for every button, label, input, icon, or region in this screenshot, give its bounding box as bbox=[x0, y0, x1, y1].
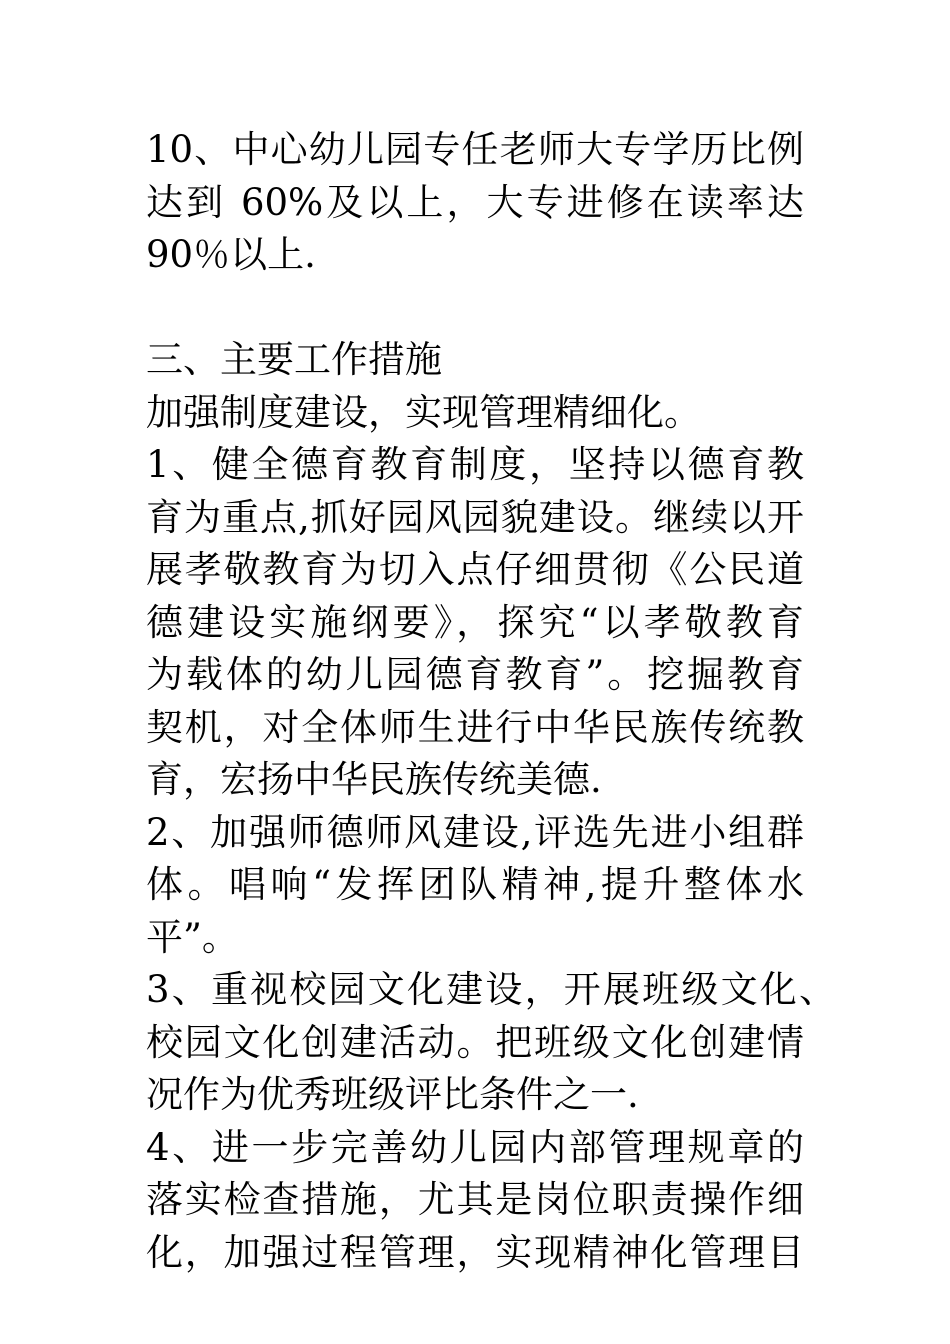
text-line: 育为重点,抓好园风园貌建设。继续以开 bbox=[146, 495, 804, 539]
text-line: 德建设实施纲要》，探究“以孝敬教育 bbox=[146, 600, 804, 644]
text-line: 育，宏扬中华民族传统美德. bbox=[146, 758, 602, 801]
list-item-4: 4、进一步完善幼儿园内部管理规章的 bbox=[146, 1125, 804, 1169]
text-line: 90％以上. bbox=[146, 233, 316, 276]
text-line: 为载体的幼儿园德育教育”。挖掘教育 bbox=[146, 653, 804, 696]
text-line: 10、中心幼儿园专任老师大专学历比例 bbox=[146, 128, 804, 171]
list-item-3: 3、重视校园文化建设，开展班级文化、 bbox=[146, 968, 836, 1011]
text-line: 契机，对全体师生进行中华民族传统教 bbox=[146, 705, 804, 749]
text-line: 校园文化创建活动。把班级文化创建情 bbox=[146, 1020, 804, 1064]
text-line: 展孝敬教育为切入点仔细贯彻《公民道 bbox=[146, 548, 804, 591]
blank-line bbox=[146, 282, 836, 335]
text-line: 加强制度建设，实现管理精细化。 bbox=[146, 390, 701, 434]
list-item-1: 1、健全德育教育制度，坚持以德育教 bbox=[146, 443, 804, 486]
text-line: 体。唱响“发挥团队精神,提升整体水 bbox=[146, 863, 804, 906]
text-line: 达到 60%及以上，大专进修在读率达 bbox=[146, 180, 804, 224]
text-line: 化，加强过程管理，实现精神化管理目 bbox=[146, 1230, 804, 1274]
list-item-2: 2、加强师德师风建设,评选先进小组群 bbox=[146, 810, 804, 854]
text-line: 平”。 bbox=[146, 915, 239, 959]
text-line: 况作为优秀班级评比条件之一. bbox=[146, 1073, 639, 1116]
text-line: 落实检查措施，尤其是岗位职责操作细 bbox=[146, 1178, 804, 1221]
section-heading: 三、主要工作措施 bbox=[146, 338, 442, 381]
document-body bbox=[146, 124, 836, 1279]
